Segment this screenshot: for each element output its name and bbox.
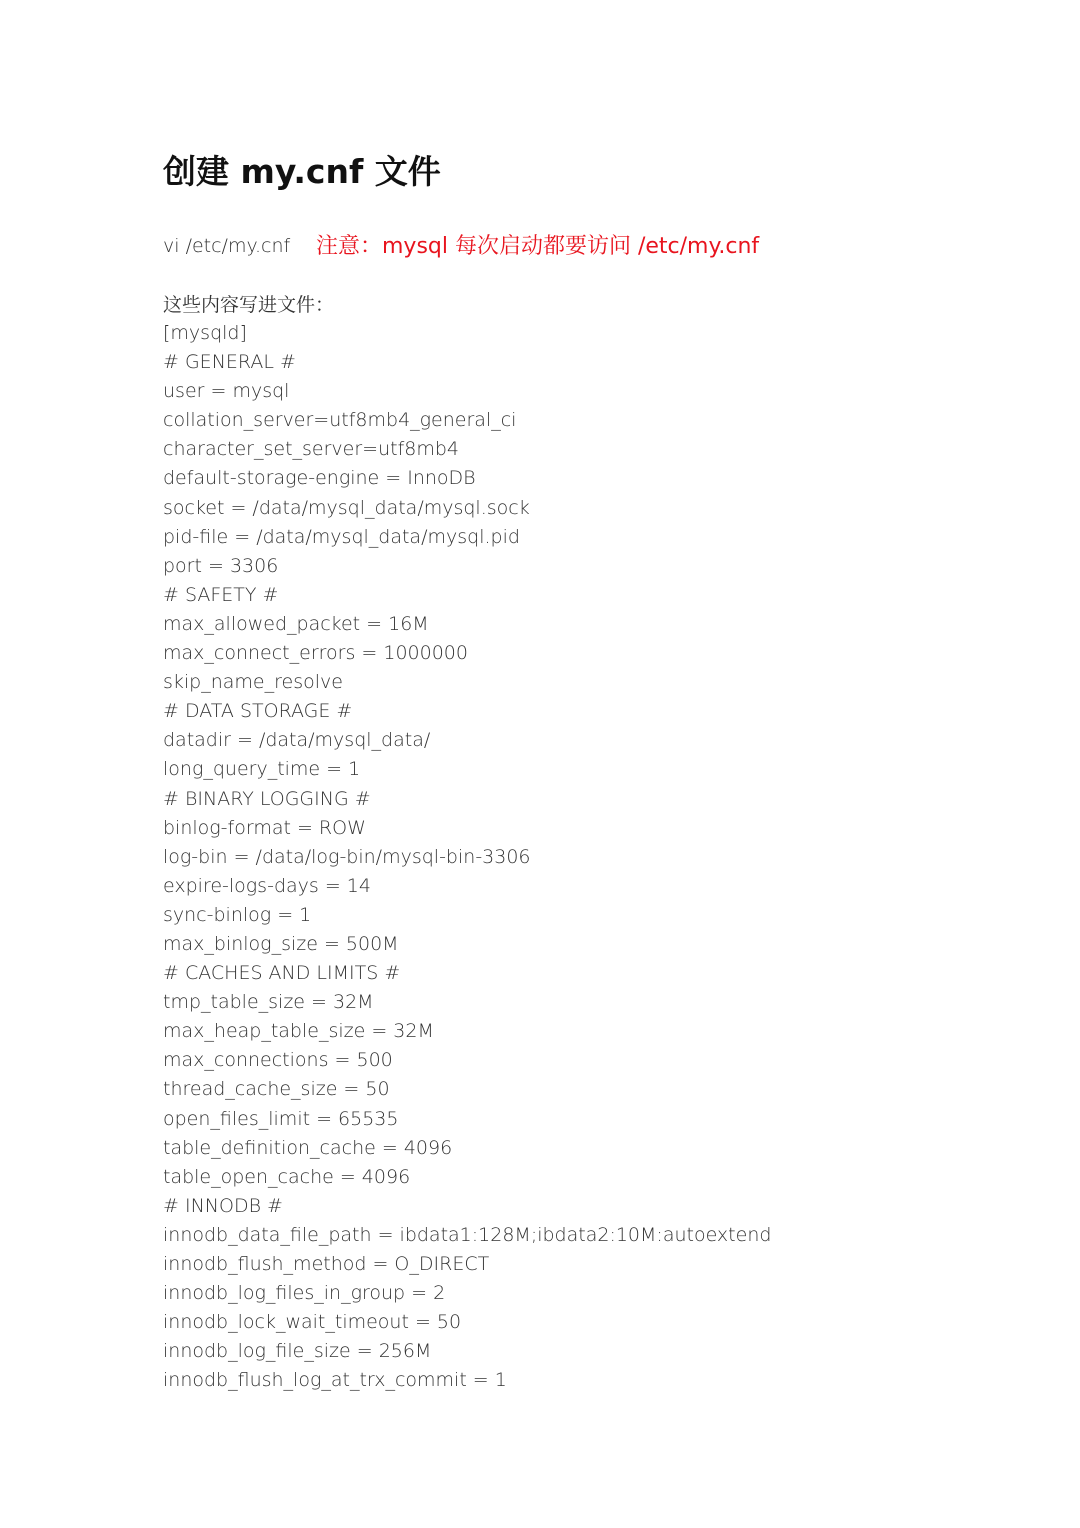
config-line: expire-logs-days = 14	[163, 874, 371, 897]
config-line: user = mysql	[163, 380, 290, 403]
config-line: max_connect_errors = 1000000	[163, 642, 468, 665]
config-line: [mysqld]	[163, 322, 247, 344]
config-line: table_definition_cache = 4096	[163, 1136, 453, 1159]
config-line: long_query_time = 1	[163, 758, 361, 781]
config-line: innodb_log_file_size = 256M	[163, 1340, 432, 1363]
config-section-comment: # GENERAL #	[163, 351, 296, 374]
config-line: datadir = /data/mysql_data/	[163, 729, 431, 752]
config-line: sync-binlog = 1	[163, 903, 312, 926]
config-line: thread_cache_size = 50	[163, 1078, 390, 1101]
config-line: binlog-format = ROW	[163, 816, 366, 839]
config-line: socket = /data/mysql_data/mysql.sock	[163, 496, 530, 519]
warning-note: 注意：mysql 每次启动都要访问 /etc/my.cnf	[316, 234, 760, 259]
config-line: table_open_cache = 4096	[163, 1165, 411, 1188]
config-line: innodb_flush_log_at_trx_commit = 1	[163, 1369, 507, 1392]
config-line: skip_name_resolve	[163, 671, 343, 694]
config-line: tmp_table_size = 32M	[163, 991, 374, 1014]
config-line: collation_server=utf8mb4_general_ci	[163, 409, 517, 432]
config-line: max_connections = 500	[163, 1049, 393, 1072]
config-line: log-bin = /data/log-bin/mysql-bin-3306	[163, 845, 531, 868]
config-line: port = 3306	[163, 554, 279, 577]
config-line: max_heap_table_size = 32M	[163, 1020, 434, 1043]
config-section-comment: # INNODB #	[163, 1194, 283, 1217]
config-line: innodb_lock_wait_timeout = 50	[163, 1311, 462, 1334]
config-line: open_files_limit = 65535	[163, 1107, 399, 1130]
config-section-comment: # CACHES AND LIMITS #	[163, 962, 401, 985]
intro-text: 这些内容写进文件：	[163, 294, 335, 316]
config-section-comment: # BINARY LOGGING #	[163, 787, 371, 810]
config-line: max_allowed_packet = 16M	[163, 612, 429, 635]
config-line: default-storage-engine = InnoDB	[163, 467, 476, 490]
config-line: max_binlog_size = 500M	[163, 932, 399, 955]
config-section-comment: # SAFETY #	[163, 583, 279, 606]
config-line: innodb_log_files_in_group = 2	[163, 1282, 446, 1305]
config-section-comment: # DATA STORAGE #	[163, 700, 353, 723]
command-text: vi /etc/my.cnf	[163, 235, 291, 257]
config-line: innodb_data_file_path = ibdata1:128M;ibdata2:10M:autoextend	[163, 1223, 772, 1246]
config-line: character_set_server=utf8mb4	[163, 438, 460, 461]
config-lines	[163, 319, 771, 1395]
page-title: 创建 my.cnf 文件	[163, 152, 441, 191]
config-line: pid-file = /data/mysql_data/mysql.pid	[163, 525, 520, 548]
config-line: innodb_flush_method = O_DIRECT	[163, 1253, 490, 1275]
